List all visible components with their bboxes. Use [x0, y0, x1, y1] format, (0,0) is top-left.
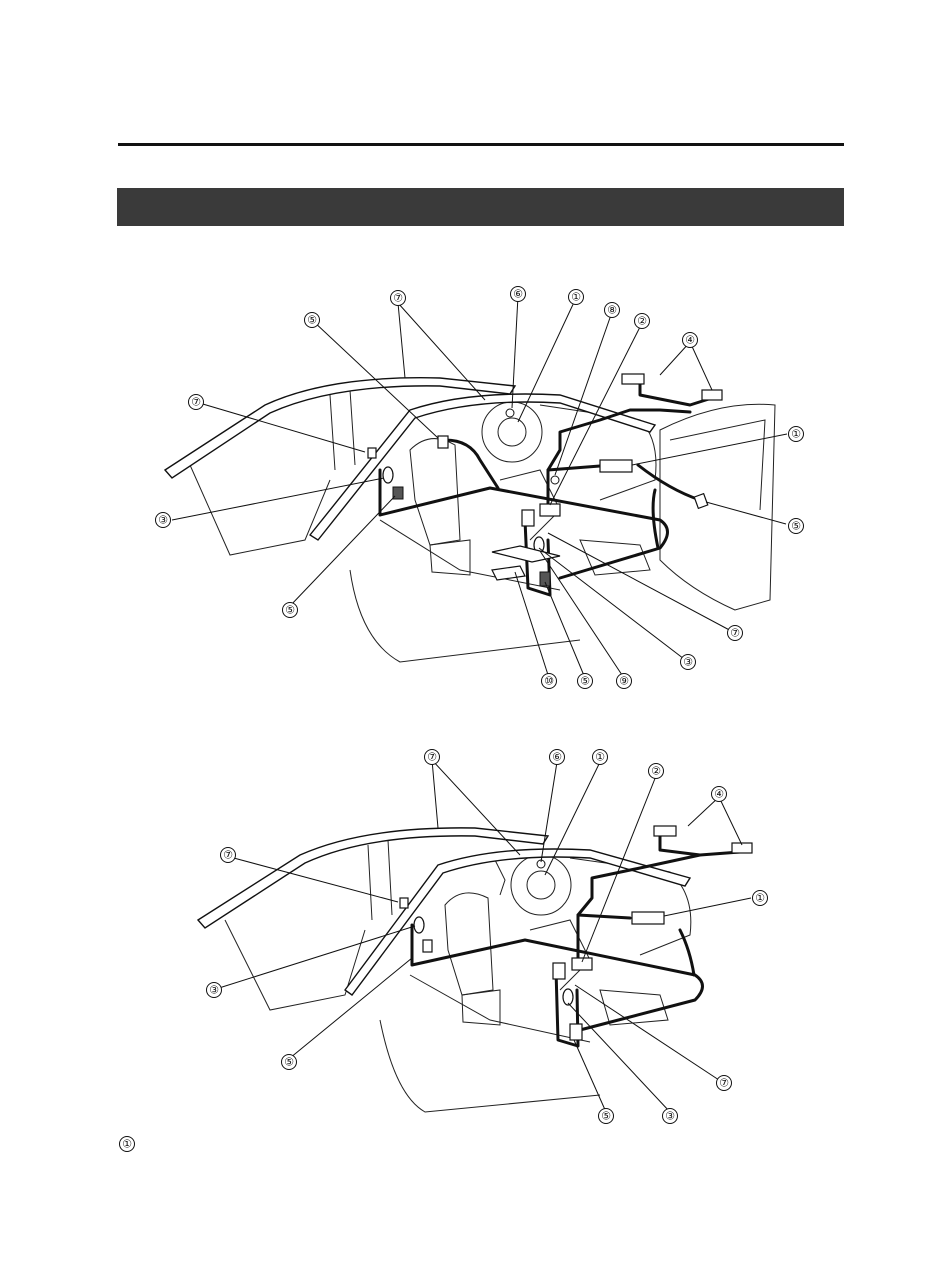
- svg-text:①: ①: [755, 891, 765, 905]
- callout-1b-bottom: [753, 891, 768, 906]
- svg-text:⑥: ⑥: [513, 287, 523, 301]
- callout-7a-top: [391, 291, 406, 306]
- callout-5d-top: [578, 674, 593, 689]
- svg-text:③: ③: [665, 1109, 675, 1123]
- svg-text:①: ①: [122, 1137, 132, 1151]
- callout-7c-top: [728, 626, 743, 641]
- callout-7b-bottom: [221, 848, 236, 863]
- callout-6-bottom: [550, 750, 565, 765]
- svg-text:⑦: ⑦: [427, 750, 437, 764]
- svg-text:③: ③: [209, 983, 219, 997]
- callout-3b-bottom: [663, 1109, 678, 1124]
- footnote-marker: [118, 1135, 138, 1155]
- leaders-top: [172, 296, 787, 678]
- callout-4-bottom: [712, 787, 727, 802]
- callout-9-top: [617, 674, 632, 689]
- svg-text:③: ③: [158, 513, 168, 527]
- callout-5c-top: [283, 603, 298, 618]
- callout-1a-top: [569, 290, 584, 305]
- leaders-bottom: [219, 760, 751, 1112]
- svg-text:④: ④: [685, 333, 695, 347]
- callout-7a-bottom: [425, 750, 440, 765]
- svg-text:⑤: ⑤: [601, 1109, 611, 1123]
- callout-3b-top: [681, 655, 696, 670]
- svg-text:⑩: ⑩: [544, 674, 554, 688]
- svg-text:①: ①: [571, 290, 581, 304]
- svg-text:⑦: ⑦: [719, 1076, 729, 1090]
- svg-text:⑦: ⑦: [191, 395, 201, 409]
- callout-1a-bottom: [593, 750, 608, 765]
- callout-4-top: [683, 333, 698, 348]
- callout-5a-top: [305, 313, 320, 328]
- svg-text:⑨: ⑨: [619, 674, 629, 688]
- svg-text:①: ①: [595, 750, 605, 764]
- roof-rail-bottom: [198, 828, 690, 995]
- svg-text:③: ③: [683, 655, 693, 669]
- callout-2-bottom: [649, 764, 664, 779]
- svg-text:⑤: ⑤: [791, 519, 801, 533]
- vehicle-body-top: [190, 390, 775, 662]
- callout-1b-top: [789, 427, 804, 442]
- vehicle-body-bottom: [225, 840, 691, 1112]
- callout-8-top: [605, 303, 620, 318]
- svg-text:⑤: ⑤: [285, 603, 295, 617]
- callout-10-top: [542, 674, 557, 689]
- svg-text:⑦: ⑦: [730, 626, 740, 640]
- callout-3a-top: [156, 513, 171, 528]
- svg-text:⑦: ⑦: [223, 848, 233, 862]
- roof-rail-top: [165, 378, 655, 540]
- svg-text:⑤: ⑤: [307, 313, 317, 327]
- callout-2-top: [635, 314, 650, 329]
- svg-text:④: ④: [714, 787, 724, 801]
- svg-text:②: ②: [637, 314, 647, 328]
- callout-3a-bottom: [207, 983, 222, 998]
- callout-7b-top: [189, 395, 204, 410]
- callout-5b-bottom: [599, 1109, 614, 1124]
- svg-text:①: ①: [791, 427, 801, 441]
- callout-5a-bottom: [282, 1055, 297, 1070]
- svg-text:⑤: ⑤: [580, 674, 590, 688]
- svg-text:⑦: ⑦: [393, 291, 403, 305]
- svg-text:⑤: ⑤: [284, 1055, 294, 1069]
- callout-6-top: [511, 287, 526, 302]
- callout-5b-top: [789, 519, 804, 534]
- svg-text:⑥: ⑥: [552, 750, 562, 764]
- callout-7c-bottom: [717, 1076, 732, 1091]
- svg-text:⑧: ⑧: [607, 303, 617, 317]
- svg-text:②: ②: [651, 764, 661, 778]
